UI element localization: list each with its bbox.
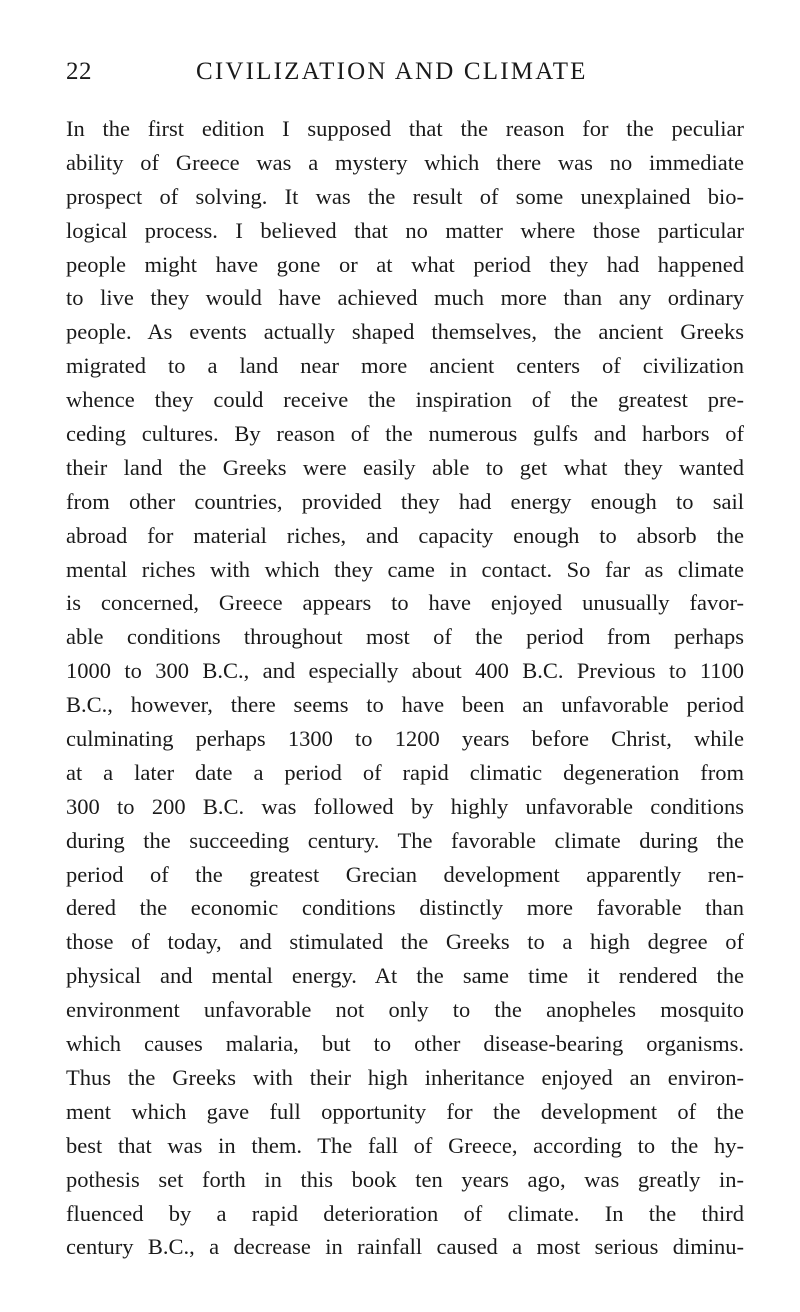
text-line: fluenced by a rapid deterioration of climate. In the third [66, 1200, 744, 1226]
body-paragraph [66, 112, 744, 1264]
text-line: those of today, and stimulated the Greeks to a high degree of [66, 929, 744, 955]
text-line: people might have gone or at what period they had happened [66, 251, 744, 277]
text-line: to live they would have achieved much more than any ordinary [66, 285, 744, 311]
text-line: environment unfavorable not only to the anopheles mosquito [66, 997, 744, 1023]
text-line: at a later date a period of rapid climatic degeneration from [66, 759, 744, 785]
text-line: whence they could receive the inspiration of the greatest pre- [66, 387, 744, 413]
text-line: during the succeeding century. The favorable climate during the [66, 827, 744, 853]
text-line: able conditions throughout most of the period from perhaps [66, 624, 744, 650]
text-line: ceding cultures. By reason of the numerous gulfs and harbors of [66, 421, 744, 447]
text-line: pothesis set forth in this book ten years ago, was greatly in- [66, 1166, 744, 1192]
text-line: people. As events actually shaped themselves, the ancient Greeks [66, 319, 744, 345]
text-line: is concerned, Greece appears to have enjoyed unusually favor- [66, 590, 744, 616]
text-line: physical and mental energy. At the same time it rendered the [66, 963, 744, 989]
text-line: ment which gave full opportunity for the development of the [66, 1098, 744, 1124]
text-line: abroad for material riches, and capacity enough to absorb the [66, 522, 744, 548]
text-line: 300 to 200 B.C. was followed by highly unfavorable conditions [66, 793, 744, 819]
text-line: In the first edition I supposed that the reason for the peculiar [66, 116, 744, 141]
text-line: from other countries, provided they had energy enough to sail [66, 488, 744, 514]
text-line: migrated to a land near more ancient centers of civilization [66, 353, 744, 379]
text-line: Thus the Greeks with their high inheritance enjoyed an environ- [66, 1064, 744, 1090]
text-line: period of the greatest Grecian development apparently ren- [66, 861, 744, 887]
text-line: prospect of solving. It was the result of some unexplained bio- [66, 183, 744, 209]
text-line: best that was in them. The fall of Greece, according to the hy- [66, 1132, 744, 1158]
text-line: mental riches with which they came in contact. So far as climate [66, 556, 744, 582]
text-line: century B.C., a decrease in rainfall caused a most serious diminu- [66, 1234, 744, 1260]
text-line: dered the economic conditions distinctly more favorable than [66, 895, 744, 921]
text-line: B.C., however, there seems to have been an unfavorable period [66, 692, 744, 718]
text-line: culminating perhaps 1300 to 1200 years before Christ, while [66, 726, 744, 752]
page-number: 22 [66, 58, 92, 85]
text-line: logical process. I believed that no matter where those particular [66, 217, 744, 243]
text-line: ability of Greece was a mystery which there was no immediate [66, 149, 744, 175]
text-line: which causes malaria, but to other disease-bearing organisms. [66, 1031, 744, 1057]
text-line: 1000 to 300 B.C., and especially about 400 B.C. Previous to 1100 [66, 658, 744, 684]
running-head-title: CIVILIZATION AND CLIMATE [196, 58, 588, 85]
text-line: their land the Greeks were easily able to get what they wanted [66, 454, 744, 480]
